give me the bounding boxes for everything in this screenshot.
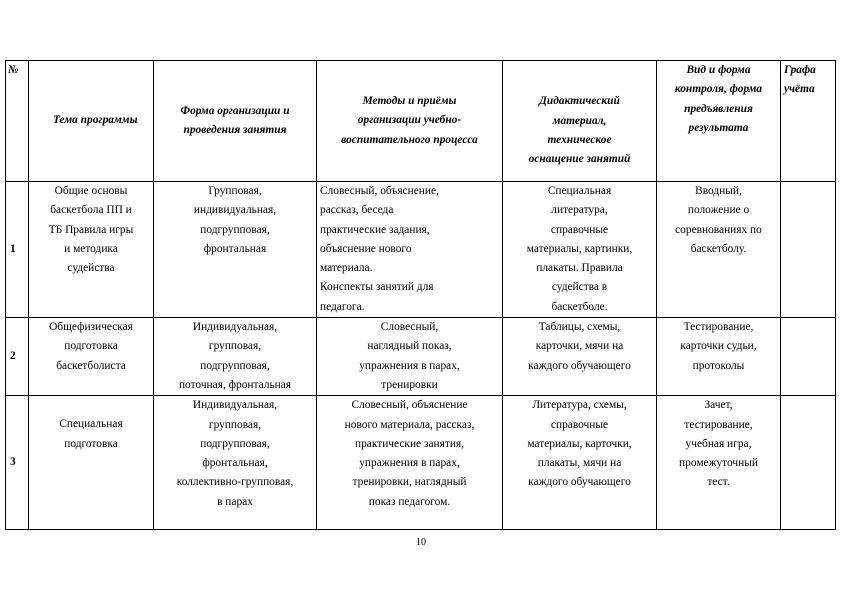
row-number: 2 [6, 318, 29, 396]
table-row [6, 396, 836, 530]
header-graph: Графа учёта [781, 61, 836, 182]
row-didactic: Таблицы, схемы, карточки, мячи на каждого обучающего [503, 318, 657, 396]
header-didactic: Дидактический материал, техническое оснащение занятий [503, 61, 657, 182]
header-control: Вид и форма контроля, форма предъявления результата [657, 61, 781, 182]
row-theme: Общефизическая подготовка баскетболиста [29, 318, 154, 396]
header-theme: Тема программы [29, 61, 154, 182]
table-row [6, 182, 836, 318]
row-form: Индивидуальная, групповая, подгрупповая, поточная, фронтальная [154, 318, 317, 396]
row-methods: Словесный, объяснение, рассказ, беседа практические задания, объяснение нового материала. Конспекты занятий для педагога. [317, 182, 503, 318]
row-control: Зачет, тестирование, учебная игра, промежуточный тест. [657, 396, 781, 530]
header-methods: Методы и приёмы организации учебно- воспитательного процесса [317, 61, 503, 182]
row-graph [781, 318, 836, 396]
row-theme: Специальная подготовка [29, 396, 154, 530]
row-number: 1 [6, 182, 29, 318]
header-number: № [6, 61, 29, 182]
row-graph [781, 182, 836, 318]
row-methods: Словесный, наглядный показ, упражнения в парах, тренировки [317, 318, 503, 396]
row-didactic: Специальная литература, справочные материалы, картинки, плакаты. Правила судейства в баскетболе. [503, 182, 657, 318]
row-form: Индивидуальная, групповая, подгрупповая, фронтальная, коллективно-групповая, в парах [154, 396, 317, 530]
header-form: Форма организации и проведения занятия [154, 61, 317, 182]
row-graph [781, 396, 836, 530]
table-row [6, 318, 836, 396]
row-number: 3 [6, 396, 29, 530]
row-didactic: Литература, схемы, справочные материалы, карточки, плакаты, мячи на каждого обучающего [503, 396, 657, 530]
row-methods: Словесный, объяснение нового материала, рассказ, практические занятия, упражнения в парах, тренировки, наглядный показ педагогом. [317, 396, 503, 530]
page-number: 10 [416, 537, 426, 548]
row-control: Тестирование, карточки судьи, протоколы [657, 318, 781, 396]
table-header-row [6, 61, 836, 182]
row-control: Вводный, положение о соревнованиях по баскетболу. [657, 182, 781, 318]
row-theme: Общие основы баскетбола ПП и ТБ Правила игры и методика судейства [29, 182, 154, 318]
row-form: Групповая, индивидуальная, подгрупповая, фронтальная [154, 182, 317, 318]
program-table [5, 60, 836, 530]
